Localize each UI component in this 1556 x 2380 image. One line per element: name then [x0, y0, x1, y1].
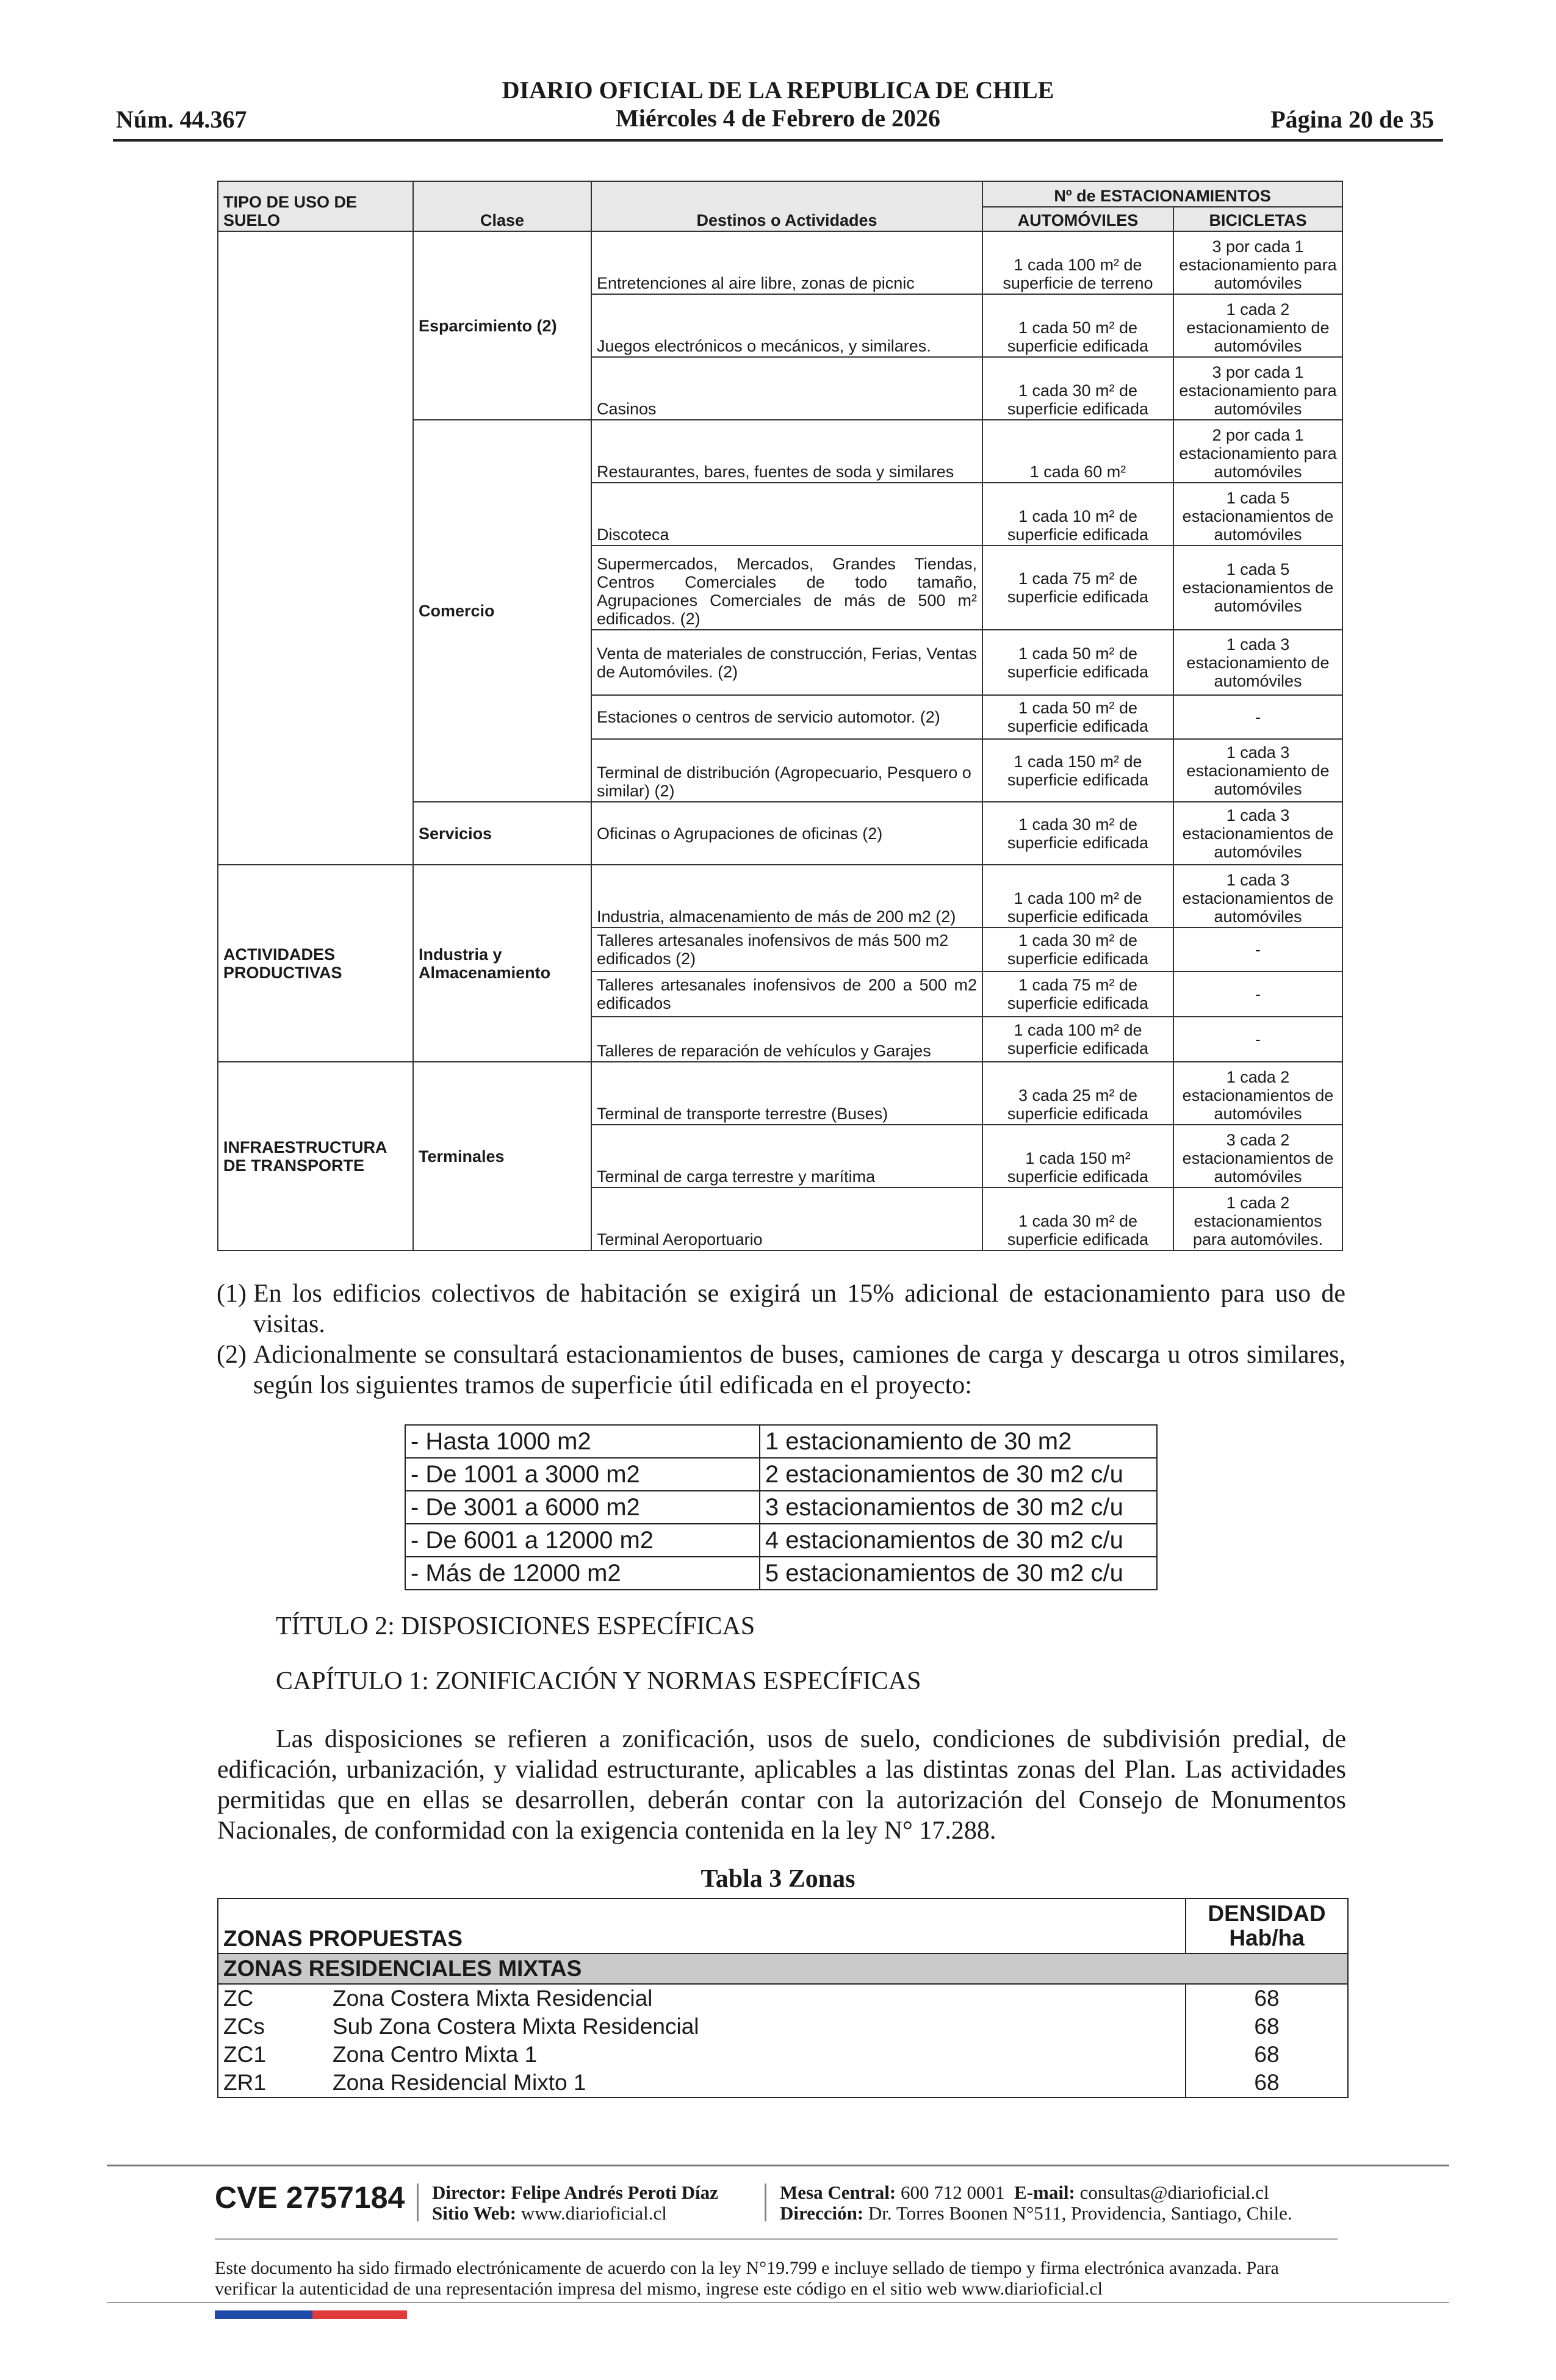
zonas-table-title: Tabla 3 Zonas	[701, 1865, 855, 1893]
direccion-label: Dirección:	[780, 2202, 864, 2224]
auto-cell: 1 cada 75 m² de superficie edificada	[982, 546, 1173, 630]
auto-cell: 1 cada 30 m² de superficie edificada	[982, 357, 1173, 420]
destino-cell: Industria, almacenamiento de más de 200 m2 (2)	[591, 865, 982, 928]
footer-inner-rule	[215, 2238, 1338, 2240]
clase-comercio: Comercio	[413, 420, 591, 802]
footer-director-block	[432, 2182, 718, 2224]
table-row	[218, 865, 1342, 928]
bici-cell: 1 cada 5 estacionamientos de automóviles	[1173, 546, 1342, 630]
destino-cell: Talleres artesanales inofensivos de 200 a 500 m2 edificados	[591, 972, 982, 1017]
capitulo-heading: CAPÍTULO 1: ZONIFICACIÓN Y NORMAS ESPECÍFICAS	[276, 1667, 921, 1695]
footer-contact-block	[780, 2182, 1292, 2224]
bici-cell: -	[1173, 928, 1342, 972]
zonas-group-label: ZONAS RESIDENCIALES MIXTAS	[218, 1953, 1348, 1984]
footer-separator	[765, 2183, 766, 2221]
sitio-link[interactable]: www.diarioficial.cl	[520, 2202, 667, 2224]
auto-cell: 1 cada 10 m² de superficie edificada	[982, 483, 1173, 546]
bici-cell: 1 cada 3 estacionamiento de automóviles	[1173, 739, 1342, 802]
bici-cell: -	[1173, 1017, 1342, 1062]
parking-requirements-table	[217, 181, 1343, 1251]
cve-code: CVE 2757184	[215, 2180, 405, 2215]
tramo-valor: 1 estacionamiento de 30 m2	[760, 1425, 1157, 1458]
footer-bottom-rule	[107, 2302, 1449, 2303]
bici-cell: 3 por cada 1 estacionamiento para automóviles	[1173, 357, 1342, 420]
header-clase: Clase	[413, 181, 591, 231]
footer-red-bar	[312, 2310, 407, 2319]
body-paragraph: Las disposiciones se refieren a zonificación, usos de suelo, condiciones de subdivisión predial, de edificación, urbanización, y vialidad estructurante, aplicables a las distintas zonas del Plan. Las actividades permitidas que en ellas se desarrollen, deberán contar con la autorización del Consejo de Monumentos Nacionales, de conformidad con la exigencia contenida en la ley N° 17.288.	[217, 1725, 1346, 1845]
tipo-cell-empty	[218, 231, 413, 865]
zona-name: Sub Zona Costera Mixta Residencial	[328, 2013, 1186, 2041]
auto-cell: 1 cada 60 m²	[982, 420, 1173, 483]
auto-cell: 1 cada 75 m² de superficie edificada	[982, 972, 1173, 1017]
bici-cell: 1 cada 2 estacionamiento de automóviles	[1173, 294, 1342, 357]
footer-separator	[417, 2183, 419, 2221]
clase-industria: Industria y Almacenamiento	[413, 865, 591, 1062]
bici-cell: 2 por cada 1 estacionamiento para automóviles	[1173, 420, 1342, 483]
zonas-group-row	[218, 1953, 1348, 1984]
auto-cell: 1 cada 100 m² de superficie edificada	[982, 865, 1173, 928]
destino-cell: Terminal Aeroportuario	[591, 1188, 982, 1250]
auto-cell: 1 cada 150 m² de superficie edificada	[982, 739, 1173, 802]
header-bicicletas: BICICLETAS	[1173, 207, 1342, 231]
zona-densidad: 68	[1186, 2069, 1348, 2097]
table-row	[218, 1062, 1342, 1125]
bici-cell: 1 cada 5 estacionamientos de automóviles	[1173, 483, 1342, 546]
auto-cell: 1 cada 30 m² de superficie edificada	[982, 928, 1173, 972]
bici-cell: 1 cada 3 estacionamientos de automóviles	[1173, 802, 1342, 865]
auto-cell: 1 cada 50 m² de superficie edificada	[982, 294, 1173, 357]
zona-name: Zona Costera Mixta Residencial	[328, 1984, 1186, 2013]
zona-code: ZCs	[218, 2013, 328, 2041]
footer-legal-note: Este documento ha sido firmado electrónicamente de acuerdo con la ley N°19.799 e incluye sellado de tiempo y firma electrónica avanzada. Para verificar la autenticidad de una representación impresa del mismo, ingrese este código en el sitio web www.diarioficial.cl	[215, 2258, 1279, 2299]
tipo-actividades: ACTIVIDADES PRODUCTIVAS	[218, 865, 413, 1062]
newspaper-title: DIARIO OFICIAL DE LA REPUBLICA DE CHILE	[502, 76, 1054, 104]
destino-cell: Venta de materiales de construcción, Ferias, Ventas de Automóviles. (2)	[591, 630, 982, 695]
table-row	[218, 1984, 1348, 2013]
bici-cell: 1 cada 2 estacionamientos de automóviles	[1173, 1062, 1342, 1125]
email-link[interactable]: consultas@diarioficial.cl	[1079, 2182, 1269, 2203]
destino-cell: Entretenciones al aire libre, zonas de picnic	[591, 231, 982, 294]
header-tipo: TIPO DE USO DE SUELO	[218, 181, 413, 231]
bici-cell: 1 cada 3 estacionamientos de automóviles	[1173, 865, 1342, 928]
footer-rule	[107, 2165, 1449, 2166]
zona-densidad: 68	[1186, 2013, 1348, 2041]
header-destinos: Destinos o Actividades	[591, 181, 982, 231]
destino-cell: Terminal de distribución (Agropecuario, Pesquero o similar) (2)	[591, 739, 982, 802]
bici-cell: 1 cada 2 estacionamientos para automóviles.	[1173, 1188, 1342, 1250]
clase-esparcimiento: Esparcimiento (2)	[413, 231, 591, 420]
header-rule	[113, 139, 1443, 142]
auto-cell: 1 cada 30 m² de superficie edificada	[982, 1188, 1173, 1250]
page-number: Página 20 de 35	[1270, 106, 1434, 133]
direccion-text: Dr. Torres Boonen N°511, Providencia, Santiago, Chile.	[868, 2202, 1292, 2224]
issue-number: Núm. 44.367	[116, 106, 247, 133]
tramo-rango: - De 1001 a 3000 m2	[405, 1458, 760, 1491]
tramo-valor: 5 estacionamientos de 30 m2 c/u	[760, 1557, 1157, 1590]
destino-cell: Supermercados, Mercados, Grandes Tiendas, Centros Comerciales de todo tamaño, Agrupaciones Comerciales de más de 500 m² edificados. (2)	[591, 546, 982, 630]
col-zonas: ZONAS PROPUESTAS	[218, 1899, 1186, 1953]
bici-cell: 3 cada 2 estacionamientos de automóviles	[1173, 1125, 1342, 1188]
bici-cell: 3 por cada 1 estacionamiento para automóviles	[1173, 231, 1342, 294]
bici-cell: -	[1173, 972, 1342, 1017]
director-label: Director:	[432, 2182, 506, 2203]
auto-cell: 1 cada 50 m² de superficie edificada	[982, 630, 1173, 695]
zona-code: ZC1	[218, 2041, 328, 2069]
table-row	[405, 1491, 1157, 1524]
footnote-2-text: Adicionalmente se consultará estacionamientos de buses, camiones de carga y descarga u otros similares, según los siguientes tramos de superficie útil edificada en el proyecto:	[253, 1341, 1345, 1399]
destino-cell: Casinos	[591, 357, 982, 420]
footnote-2-marker: (2)	[217, 1341, 247, 1369]
zona-densidad: 68	[1186, 2041, 1348, 2069]
zonas-table	[217, 1898, 1349, 2098]
table-row	[218, 231, 1342, 294]
mesa-label: Mesa Central:	[780, 2182, 896, 2203]
col-densidad: DENSIDAD Hab/ha	[1186, 1899, 1348, 1953]
footnote-1	[217, 1278, 1345, 1340]
zona-code: ZR1	[218, 2069, 328, 2097]
zona-name: Zona Centro Mixta 1	[328, 2041, 1186, 2069]
zona-name: Zona Residencial Mixto 1	[328, 2069, 1186, 2097]
destino-cell: Oficinas o Agrupaciones de oficinas (2)	[591, 802, 982, 865]
clase-terminales: Terminales	[413, 1062, 591, 1250]
issue-date: Miércoles 4 de Febrero de 2026	[615, 104, 941, 132]
tramo-valor: 2 estacionamientos de 30 m2 c/u	[760, 1458, 1157, 1491]
clase-servicios: Servicios	[413, 802, 591, 865]
footnote-1-text: En los edificios colectivos de habitación se exigirá un 15% adicional de estacionamiento para uso de visitas.	[253, 1280, 1345, 1338]
sitio-label: Sitio Web:	[432, 2202, 517, 2224]
destino-cell: Talleres de reparación de vehículos y Garajes	[591, 1017, 982, 1062]
tramo-rango: - De 6001 a 12000 m2	[405, 1524, 760, 1557]
tramo-rango: - De 3001 a 6000 m2	[405, 1491, 760, 1524]
destino-cell: Juegos electrónicos o mecánicos, y similares.	[591, 294, 982, 357]
zonas-header-row	[218, 1899, 1348, 1953]
bici-cell: -	[1173, 695, 1342, 739]
destino-cell: Discoteca	[591, 483, 982, 546]
header-automoviles: AUTOMÓVILES	[982, 207, 1173, 231]
mesa-phone: 600 712 0001	[901, 2182, 1005, 2203]
header-estacionamientos: Nº de ESTACIONAMIENTOS	[982, 181, 1342, 207]
table-row	[218, 2069, 1348, 2097]
tipo-infraestructura: INFRAESTRUCTURA DE TRANSPORTE	[218, 1062, 413, 1250]
destino-cell: Terminal de transporte terrestre (Buses)	[591, 1062, 982, 1125]
zona-code: ZC	[218, 1984, 328, 2013]
tramos-table	[405, 1424, 1158, 1590]
auto-cell: 1 cada 100 m² de superficie edificada	[982, 1017, 1173, 1062]
footnote-2	[217, 1340, 1345, 1401]
table-row	[218, 2013, 1348, 2041]
footnote-1-marker: (1)	[217, 1280, 247, 1308]
auto-cell: 1 cada 150 m² superficie edificada	[982, 1125, 1173, 1188]
destino-cell: Talleres artesanales inofensivos de más 500 m2 edificados (2)	[591, 928, 982, 972]
titulo-heading: TÍTULO 2: DISPOSICIONES ESPECÍFICAS	[276, 1612, 755, 1640]
destino-cell: Estaciones o centros de servicio automotor. (2)	[591, 695, 982, 739]
director-name: Felipe Andrés Peroti Díaz	[511, 2182, 718, 2203]
table-row	[405, 1458, 1157, 1491]
email-label: E-mail:	[1014, 2182, 1075, 2203]
auto-cell: 1 cada 100 m² de superficie de terreno	[982, 231, 1173, 294]
table-row	[218, 2041, 1348, 2069]
destino-cell: Terminal de carga terrestre y marítima	[591, 1125, 982, 1188]
tramo-rango: - Hasta 1000 m2	[405, 1425, 760, 1458]
tramo-valor: 4 estacionamientos de 30 m2 c/u	[760, 1524, 1157, 1557]
table-row	[405, 1524, 1157, 1557]
footer-blue-bar	[215, 2310, 312, 2319]
table-row	[405, 1425, 1157, 1458]
tramo-valor: 3 estacionamientos de 30 m2 c/u	[760, 1491, 1157, 1524]
tramo-rango: - Más de 12000 m2	[405, 1557, 760, 1590]
auto-cell: 1 cada 30 m² de superficie edificada	[982, 802, 1173, 865]
bici-cell: 1 cada 3 estacionamiento de automóviles	[1173, 630, 1342, 695]
table-row	[405, 1557, 1157, 1590]
zona-densidad: 68	[1186, 1984, 1348, 2013]
destino-cell: Restaurantes, bares, fuentes de soda y similares	[591, 420, 982, 483]
auto-cell: 3 cada 25 m² de superficie edificada	[982, 1062, 1173, 1125]
auto-cell: 1 cada 50 m² de superficie edificada	[982, 695, 1173, 739]
